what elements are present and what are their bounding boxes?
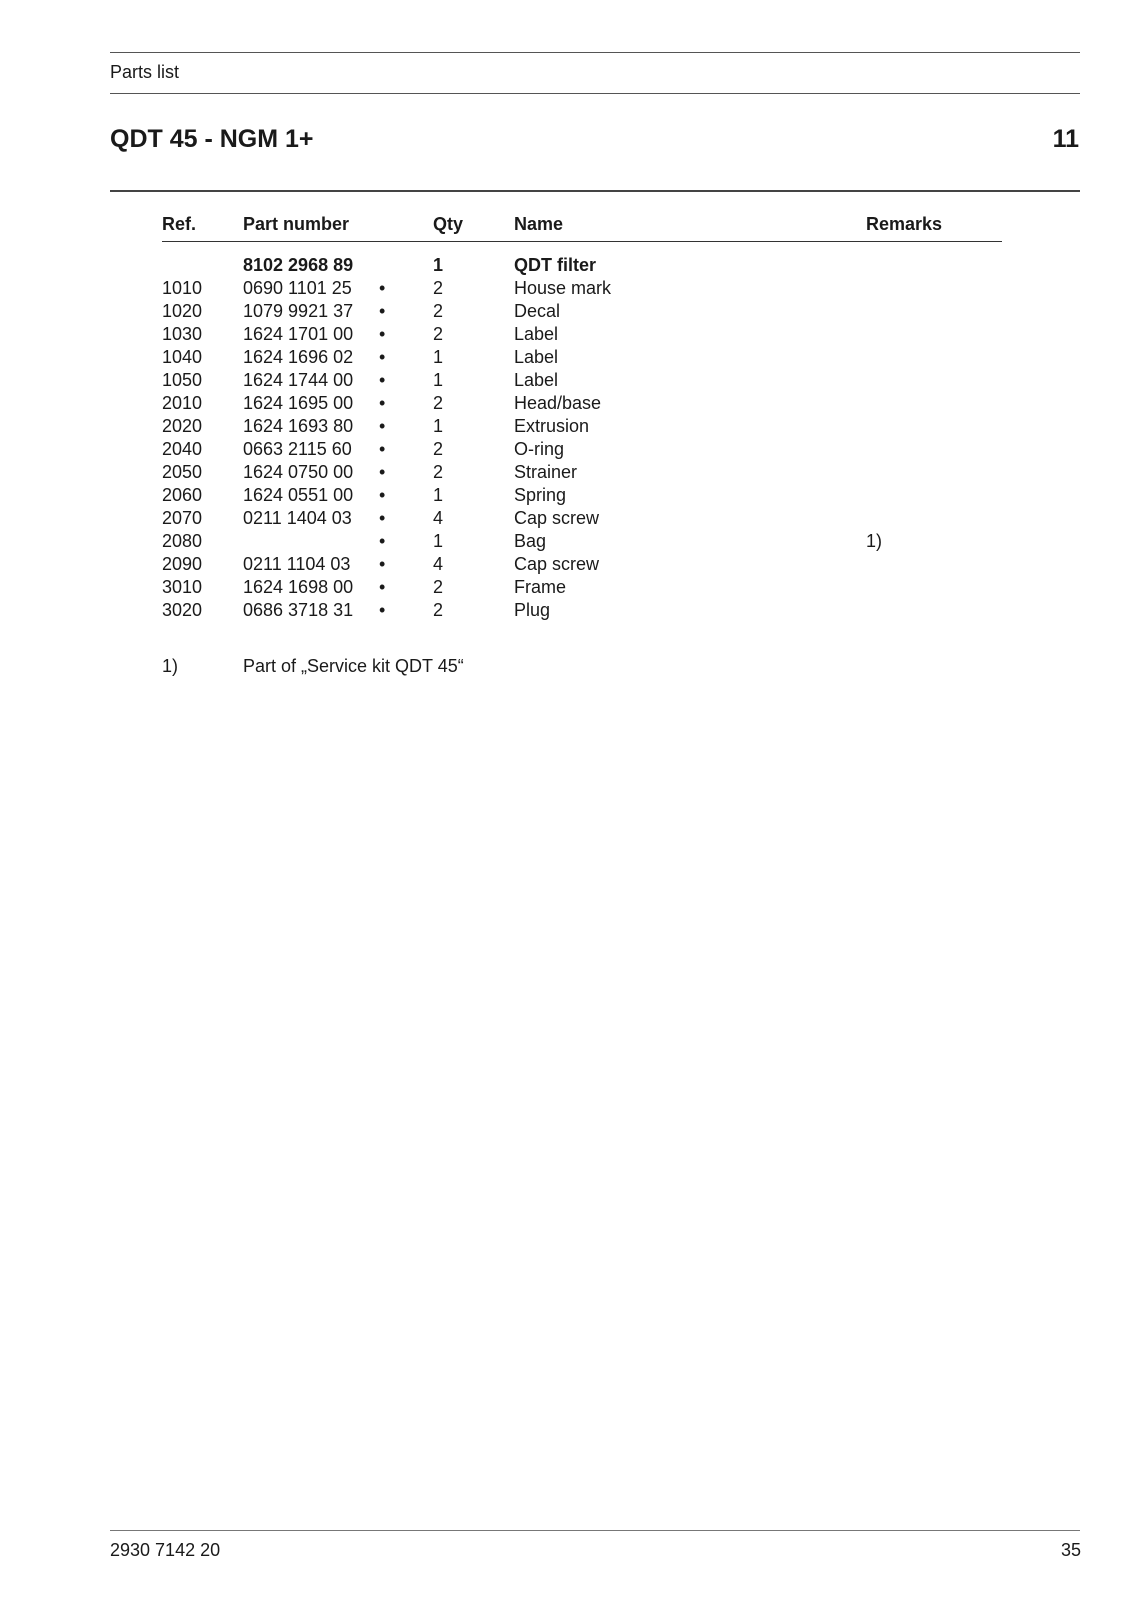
footer-rule: [110, 1530, 1080, 1531]
table-row: [162, 254, 1002, 277]
page-title: QDT 45 - NGM 1+: [110, 125, 314, 153]
cell-ref: 2020: [162, 416, 203, 436]
table-row: [162, 599, 1002, 622]
table-row: [162, 392, 1002, 415]
cell-name: Cap screw: [514, 508, 600, 528]
cell-ref: 3020: [162, 600, 203, 620]
footnote: [162, 656, 464, 677]
cell-part-number: 1624 1744 00: [243, 370, 354, 390]
cell-bullet: •: [379, 600, 386, 620]
cell-remarks: [866, 415, 1002, 438]
cell-ref: 2080: [162, 531, 203, 551]
cell-part-number: 1624 1698 00: [243, 577, 354, 597]
cell-bullet: [379, 254, 433, 277]
cell-part-number: 1624 1701 00: [243, 324, 354, 344]
cell-bullet: •: [379, 301, 386, 321]
cell-qty: 2: [433, 324, 444, 344]
table-row: [162, 346, 1002, 369]
cell-ref: 2070: [162, 508, 203, 528]
cell-qty: 1: [433, 370, 444, 390]
cell-part-number: 1624 0551 00: [243, 485, 354, 505]
cell-name: QDT filter: [514, 255, 597, 275]
cell-qty: 1: [433, 485, 444, 505]
footnote-text: Part of „Service kit QDT 45“: [243, 656, 464, 676]
table-spacer-row: [162, 242, 1002, 255]
cell-part-number: 8102 2968 89: [243, 255, 354, 275]
cell-name: Label: [514, 347, 559, 367]
cell-part-number: 0690 1101 25: [243, 278, 352, 298]
cell-remarks: [866, 277, 1002, 300]
cell-part-number: 1624 1696 02: [243, 347, 354, 367]
cell-remarks: [866, 392, 1002, 415]
column-header-remarks: Remarks: [866, 214, 1002, 242]
cell-qty: 1: [433, 347, 444, 367]
cell-remarks: [866, 254, 1002, 277]
cell-bullet: •: [379, 324, 386, 344]
cell-qty: 2: [433, 439, 444, 459]
footnote-mark: 1): [162, 656, 179, 676]
cell-part-number: 1079 9921 37: [243, 301, 354, 321]
cell-qty: 1: [433, 531, 444, 551]
table-row: [162, 277, 1002, 300]
cell-remarks: [866, 438, 1002, 461]
table-row: [162, 576, 1002, 599]
parts-table-body: [162, 242, 1002, 623]
cell-ref: 1010: [162, 278, 203, 298]
header-bottom-rule: [110, 93, 1080, 94]
table-header-row: [162, 214, 1002, 242]
cell-qty: 2: [433, 393, 444, 413]
cell-name: Head/base: [514, 393, 602, 413]
cell-ref: 2050: [162, 462, 203, 482]
cell-name: Label: [514, 370, 559, 390]
cell-name: O-ring: [514, 439, 565, 459]
cell-ref: [162, 254, 243, 277]
cell-ref: 2090: [162, 554, 203, 574]
table-row: [162, 530, 1002, 553]
cell-remarks: [866, 484, 1002, 507]
cell-name: Plug: [514, 600, 551, 620]
section-number: 11: [1052, 125, 1079, 153]
cell-remarks: [866, 507, 1002, 530]
header-top-rule: [110, 52, 1080, 53]
cell-ref: 2040: [162, 439, 203, 459]
cell-name: Frame: [514, 577, 567, 597]
cell-ref: 3010: [162, 577, 203, 597]
cell-bullet: •: [379, 577, 386, 597]
cell-qty: 2: [433, 301, 444, 321]
table-row: [162, 415, 1002, 438]
column-header-name: Name: [514, 214, 866, 242]
cell-name: Spring: [514, 485, 567, 505]
cell-bullet: •: [379, 554, 386, 574]
cell-ref: 1020: [162, 301, 203, 321]
cell-qty: 2: [433, 278, 444, 298]
table-row: [162, 484, 1002, 507]
table-row: [162, 369, 1002, 392]
table-row: [162, 507, 1002, 530]
cell-ref: 1040: [162, 347, 203, 367]
document-number: 2930 7142 20: [110, 1540, 221, 1560]
cell-bullet: •: [379, 531, 386, 551]
cell-qty: 2: [433, 462, 444, 482]
cell-name: Cap screw: [514, 554, 600, 574]
title-rule: [110, 190, 1080, 192]
cell-bullet: •: [379, 439, 386, 459]
cell-name: Decal: [514, 301, 561, 321]
cell-ref: 2010: [162, 393, 203, 413]
cell-bullet: •: [379, 393, 386, 413]
column-header-part-number: Part number: [243, 214, 379, 242]
cell-bullet: •: [379, 485, 386, 505]
cell-remarks: [866, 553, 1002, 576]
cell-bullet: •: [379, 370, 386, 390]
header-label: Parts list: [110, 62, 180, 82]
cell-remarks: [866, 369, 1002, 392]
cell-bullet: •: [379, 462, 386, 482]
cell-name: House mark: [514, 278, 612, 298]
cell-part-number: 0211 1404 03: [243, 508, 352, 528]
cell-part-number: 1624 1693 80: [243, 416, 354, 436]
cell-remarks: [866, 346, 1002, 369]
cell-part-number: [243, 530, 379, 553]
cell-remarks: [866, 300, 1002, 323]
cell-name: Extrusion: [514, 416, 590, 436]
cell-name: Strainer: [514, 462, 578, 482]
cell-qty: 2: [433, 600, 444, 620]
cell-qty: 1: [433, 255, 444, 275]
cell-remarks: 1): [866, 531, 883, 551]
cell-remarks: [866, 323, 1002, 346]
column-header-spacer: [379, 214, 433, 242]
cell-qty: 4: [433, 554, 444, 574]
cell-remarks: [866, 461, 1002, 484]
cell-qty: 4: [433, 508, 444, 528]
cell-bullet: •: [379, 508, 386, 528]
cell-remarks: [866, 599, 1002, 622]
cell-qty: 1: [433, 416, 444, 436]
table-row: [162, 323, 1002, 346]
cell-name: Label: [514, 324, 559, 344]
cell-bullet: •: [379, 278, 386, 298]
cell-remarks: [866, 576, 1002, 599]
column-header-ref: Ref.: [162, 214, 243, 242]
cell-bullet: •: [379, 416, 386, 436]
page-number: 35: [1060, 1540, 1081, 1560]
cell-part-number: 0211 1104 03: [243, 554, 351, 574]
cell-part-number: 0663 2115 60: [243, 439, 352, 459]
table-row: [162, 461, 1002, 484]
cell-bullet: •: [379, 347, 386, 367]
cell-part-number: 1624 1695 00: [243, 393, 354, 413]
cell-qty: 2: [433, 577, 444, 597]
table-row: [162, 438, 1002, 461]
cell-ref: 1030: [162, 324, 203, 344]
column-header-qty: Qty: [433, 214, 514, 242]
cell-part-number: 0686 3718 31: [243, 600, 354, 620]
parts-table: [162, 214, 1002, 622]
cell-part-number: 1624 0750 00: [243, 462, 354, 482]
cell-ref: 1050: [162, 370, 203, 390]
cell-name: Bag: [514, 531, 547, 551]
table-row: [162, 300, 1002, 323]
cell-ref: 2060: [162, 485, 203, 505]
table-row: [162, 553, 1002, 576]
